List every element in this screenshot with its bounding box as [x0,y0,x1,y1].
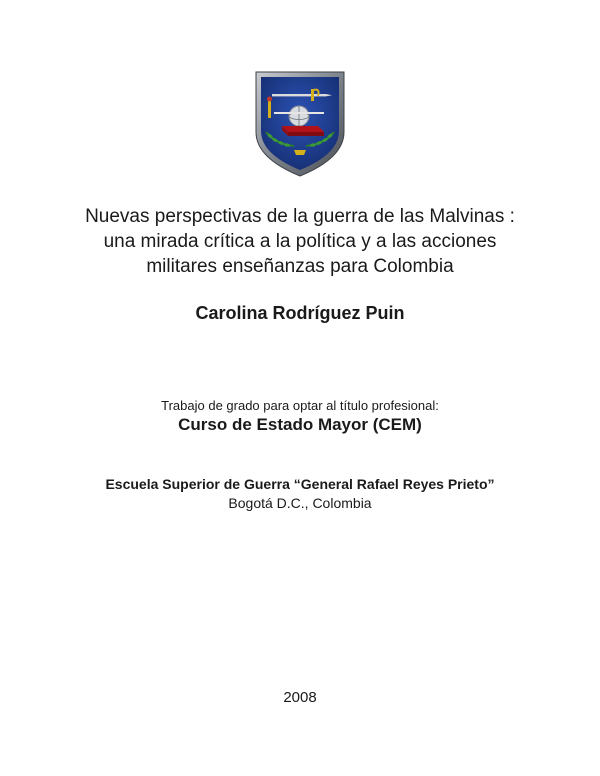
author-name: Carolina Rodríguez Puin [195,303,405,323]
institution-location: Bogotá D.C., Colombia [228,495,372,511]
degree-intro: Trabajo de grado para optar al título profesional: [161,398,439,413]
thesis-title-line-2: una mirada crítica a la política y a las acciones [103,231,497,252]
military-school-crest-icon [254,70,346,178]
institution-name: Escuela Superior de Guerra “General Rafael Reyes Prieto” [105,476,495,492]
thesis-title [0,204,600,279]
thesis-title-line-1: Nuevas perspectivas de la guerra de las Malvinas : [85,206,515,227]
degree-name: Curso de Estado Mayor (CEM) [178,415,422,434]
publication-year: 2008 [283,689,317,706]
thesis-title-line-3: militares enseñanzas para Colombia [146,256,454,277]
